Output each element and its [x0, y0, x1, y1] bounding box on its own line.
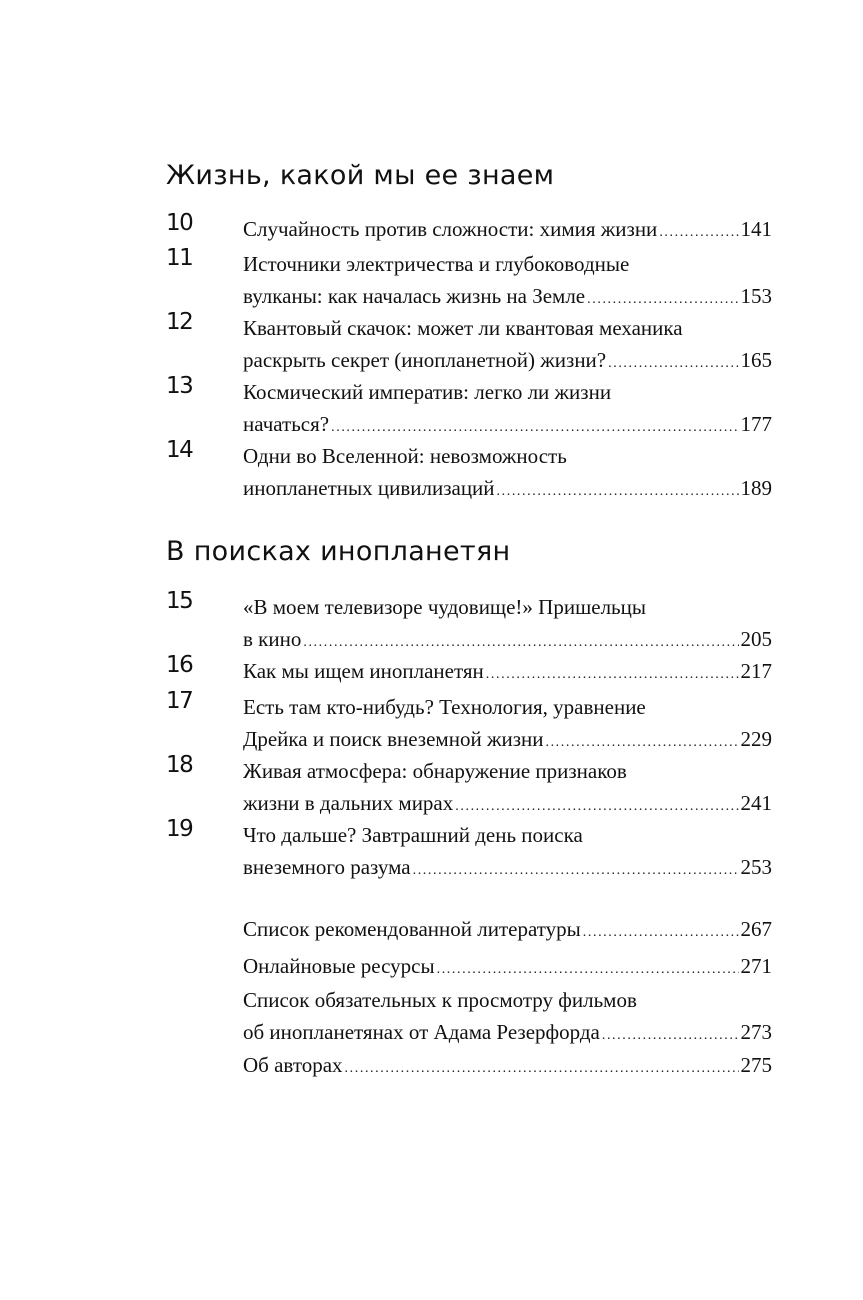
leader-dots	[345, 1053, 739, 1085]
chapter-number: 11	[166, 245, 193, 271]
page-number: 275	[740, 1053, 772, 1077]
section-title: В поисках инопланетян	[166, 536, 511, 567]
chapter-title-line: раскрыть секрет (инопланетной) жизни?	[243, 348, 607, 372]
appendix-title-line: Список обязательных к просмотру фильмов	[243, 988, 637, 1012]
chapter-title-line: Случайность против сложности: химия жизни	[243, 217, 658, 241]
chapter-title-line: Есть там кто-нибудь? Технология, уравнение	[243, 695, 646, 719]
chapter-number: 19	[166, 816, 193, 842]
chapter-title-line: Живая атмосфера: обнаружение признаков	[243, 759, 627, 783]
chapter-number: 18	[166, 752, 193, 778]
chapter-text	[243, 655, 772, 687]
leader-dots	[583, 917, 739, 949]
chapter-text	[243, 755, 772, 819]
appendix-title-line: Об авторах	[243, 1053, 343, 1077]
chapter-number: 14	[166, 437, 193, 463]
chapter-number: 13	[166, 373, 193, 399]
page-number: 267	[740, 917, 772, 941]
chapter-title-line: в кино	[243, 627, 302, 651]
page-number: 205	[740, 627, 772, 651]
chapter-number: 17	[166, 688, 193, 714]
appendix-title-line: об инопланетянах от Адама Резерфорда	[243, 1020, 600, 1044]
chapter-title-line: Источники электричества и глубоководные	[243, 252, 630, 276]
leader-dots	[437, 954, 739, 986]
chapter-title-line: начаться?	[243, 412, 330, 436]
page-number: 253	[740, 855, 772, 879]
chapter-number: 15	[166, 588, 193, 614]
chapter-title-line: Космический императив: легко ли жизни	[243, 380, 612, 404]
chapter-title-line: вулканы: как началась жизнь на Земле	[243, 284, 586, 308]
chapter-title-line: «В моем телевизоре чудовище!» Пришельцы	[243, 595, 646, 619]
chapter-number: 10	[166, 210, 193, 236]
page-number: 153	[740, 284, 772, 308]
page-number: 241	[740, 791, 772, 815]
leader-dots	[602, 1020, 739, 1052]
page-number: 271	[740, 954, 772, 978]
section-title: Жизнь, какой мы ее знаем	[166, 160, 555, 191]
chapter-title-line: инопланетных цивилизаций	[243, 476, 495, 500]
page-number: 273	[740, 1020, 772, 1044]
leader-dots	[497, 476, 739, 508]
chapter-title-line: Что дальше? Завтрашний день поиска	[243, 823, 583, 847]
chapter-number: 12	[166, 309, 193, 335]
leader-dots	[413, 855, 739, 887]
chapter-title-line: Одни во Вселенной: невозможность	[243, 444, 567, 468]
chapter-text	[243, 440, 772, 504]
page-number: 229	[740, 727, 772, 751]
appendix-text	[243, 913, 772, 945]
chapter-number: 16	[166, 652, 193, 678]
leader-dots	[659, 217, 738, 249]
appendix-text	[243, 1049, 772, 1081]
appendix-text	[243, 950, 772, 982]
chapter-text	[243, 691, 772, 755]
page-number: 217	[740, 659, 772, 683]
chapter-title-line: жизни в дальних мирах	[243, 791, 454, 815]
chapter-title-line: Дрейка и поиск внеземной жизни	[243, 727, 544, 751]
chapter-title-line: Квантовый скачок: может ли квантовая механика	[243, 316, 683, 340]
appendix-text	[243, 984, 772, 1048]
chapter-text	[243, 376, 772, 440]
chapter-title-line: внеземного разума	[243, 855, 411, 879]
chapter-text	[243, 248, 772, 312]
page-number: 177	[740, 412, 772, 436]
leader-dots	[486, 659, 739, 691]
appendix-title-line: Список рекомендованной литературы	[243, 917, 581, 941]
chapter-text	[243, 312, 772, 376]
chapter-text	[243, 591, 772, 655]
appendix-title-line: Онлайновые ресурсы	[243, 954, 435, 978]
toc-line	[243, 213, 772, 245]
chapter-text	[243, 819, 772, 883]
page-number: 141	[740, 217, 772, 241]
chapter-title-line: Как мы ищем инопланетян	[243, 659, 484, 683]
page-number: 165	[740, 348, 772, 372]
chapter-text	[243, 213, 772, 245]
page-number: 189	[740, 476, 772, 500]
